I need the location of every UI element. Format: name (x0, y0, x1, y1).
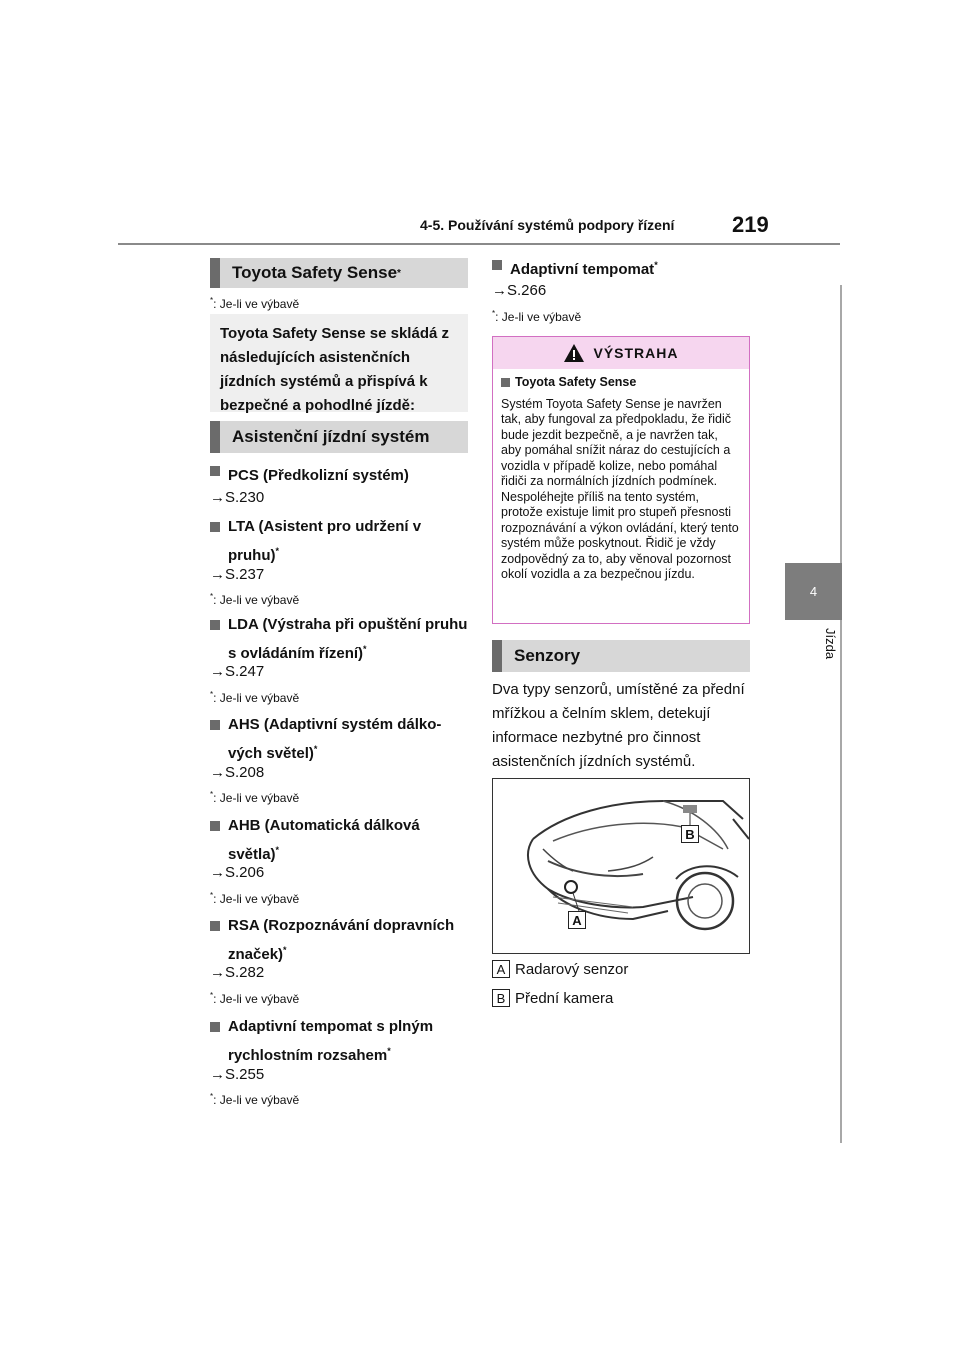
chapter-label: Jízda (823, 628, 838, 660)
item-title: PCS (Předkolizní systém) (210, 459, 468, 488)
item-title: AHB (Automatická dálková světla)* (210, 814, 468, 867)
footnote: *: Je-li ve výbavě (210, 790, 300, 805)
footnote: *: Je-li ve výbavě (210, 1092, 300, 1107)
warning-heading: VÝSTRAHA (593, 345, 679, 361)
section-heading-toyota-safety-sense (210, 258, 468, 288)
side-divider (840, 285, 842, 1143)
item-title: AHS (Adaptivní systém dálkových světel)* (210, 713, 468, 766)
footnote: *: Je-li ve výbavě (210, 991, 300, 1006)
intro-box: Toyota Safety Sense se skládá z následujících asistenčních jízdních systémů a přispívá k bezpečné a pohodlné jízdě: (210, 314, 468, 412)
item-title: Adaptivní tempomat s plným rychlostním rozsahem* (210, 1015, 468, 1068)
page-reference: →S.282 (210, 964, 265, 981)
chapter-tab: 4 (785, 563, 842, 620)
item-title: Adaptivní tempomat* (492, 253, 750, 282)
heading-text: Toyota Safety Sense (232, 263, 398, 282)
bullet-square (492, 260, 502, 270)
section-title: 4-5. Používání systémů podpory řízení (420, 217, 675, 233)
bullet-square (210, 522, 220, 532)
legend-item (492, 989, 613, 1007)
legend-badge: B (492, 989, 510, 1007)
section-heading-assist: Asistenční jízdní systém (210, 421, 468, 453)
item-title: LTA (Asistent pro udržení v pruhu)* (210, 515, 468, 568)
car-sensor-illustration (492, 778, 750, 954)
section-heading-sensors: Senzory (492, 640, 750, 672)
car-drawing (493, 779, 749, 953)
page-reference: →S.255 (210, 1066, 265, 1083)
bullet-square (210, 720, 220, 730)
bullet-square (501, 378, 510, 387)
warning-text: Systém Toyota Safety Sense je navržen tak, aby fungoval za předpokladu, že řidič bude jezdit bezpečně, a je navržen tak, aby pomáhal snížit náraz do cestujících a vozidla v případě kolize, nebo pomáhal řidiči za normálních jízdních podmínek. Nespoléhejte příliš na tento systém, protože existuje limit pro stupeň přesnosti rozpoznávání a výkon ovládání, který tento systém může poskytnout. Řidič je vždy zodpovědný za to, aby věnoval pozornost okolí vozidla a za bezpečnou jízdu. (501, 396, 739, 581)
legend-label: Radarový senzor (515, 960, 629, 978)
warning-subheading: Toyota Safety Sense (501, 375, 741, 391)
footnote: *: Je-li ve výbavě (210, 690, 300, 705)
page-reference: →S.230 (210, 489, 265, 506)
sensors-paragraph: Dva typy senzorů, umístěné za přední mřížkou a čelním sklem, detekují informace nezbytné pro činnost asistenčních jízdních systémů. (492, 681, 745, 770)
asterisk: * (397, 267, 401, 279)
footnote: *: Je-li ve výbavě (210, 891, 300, 906)
warning-header (493, 337, 749, 369)
page-reference: →S.208 (210, 764, 265, 781)
page-reference: →S.206 (210, 864, 265, 881)
header-divider (118, 243, 840, 245)
legend-item (492, 960, 628, 978)
bullet-square (210, 466, 220, 476)
page-reference: →S.237 (210, 566, 265, 583)
warning-box (492, 336, 750, 624)
page-reference: →S.266 (492, 282, 547, 299)
item-title: LDA (Výstraha při opuštění pruhu s ovládáním řízení)* (210, 613, 468, 666)
callout-b: B (681, 825, 699, 843)
bullet-square (210, 620, 220, 630)
footnote-text: : Je-li ve výbavě (213, 297, 300, 311)
bullet-square (210, 1022, 220, 1032)
footnote: *: Je-li ve výbavě (492, 309, 582, 324)
warning-body (493, 369, 749, 589)
footnote: *: Je-li ve výbavě (210, 592, 300, 607)
legend-badge: A (492, 960, 510, 978)
footnote (210, 296, 299, 311)
item-title: RSA (Rozpoznávání dopravních značek)* (210, 914, 468, 967)
legend-label: Přední kamera (515, 989, 614, 1007)
bullet-square (210, 821, 220, 831)
bullet-square (210, 921, 220, 931)
page-number: 219 (732, 212, 769, 237)
warning-triangle-icon (563, 343, 585, 363)
callout-a: A (568, 911, 586, 929)
page-reference: →S.247 (210, 663, 265, 680)
asterisk: * (210, 296, 214, 305)
